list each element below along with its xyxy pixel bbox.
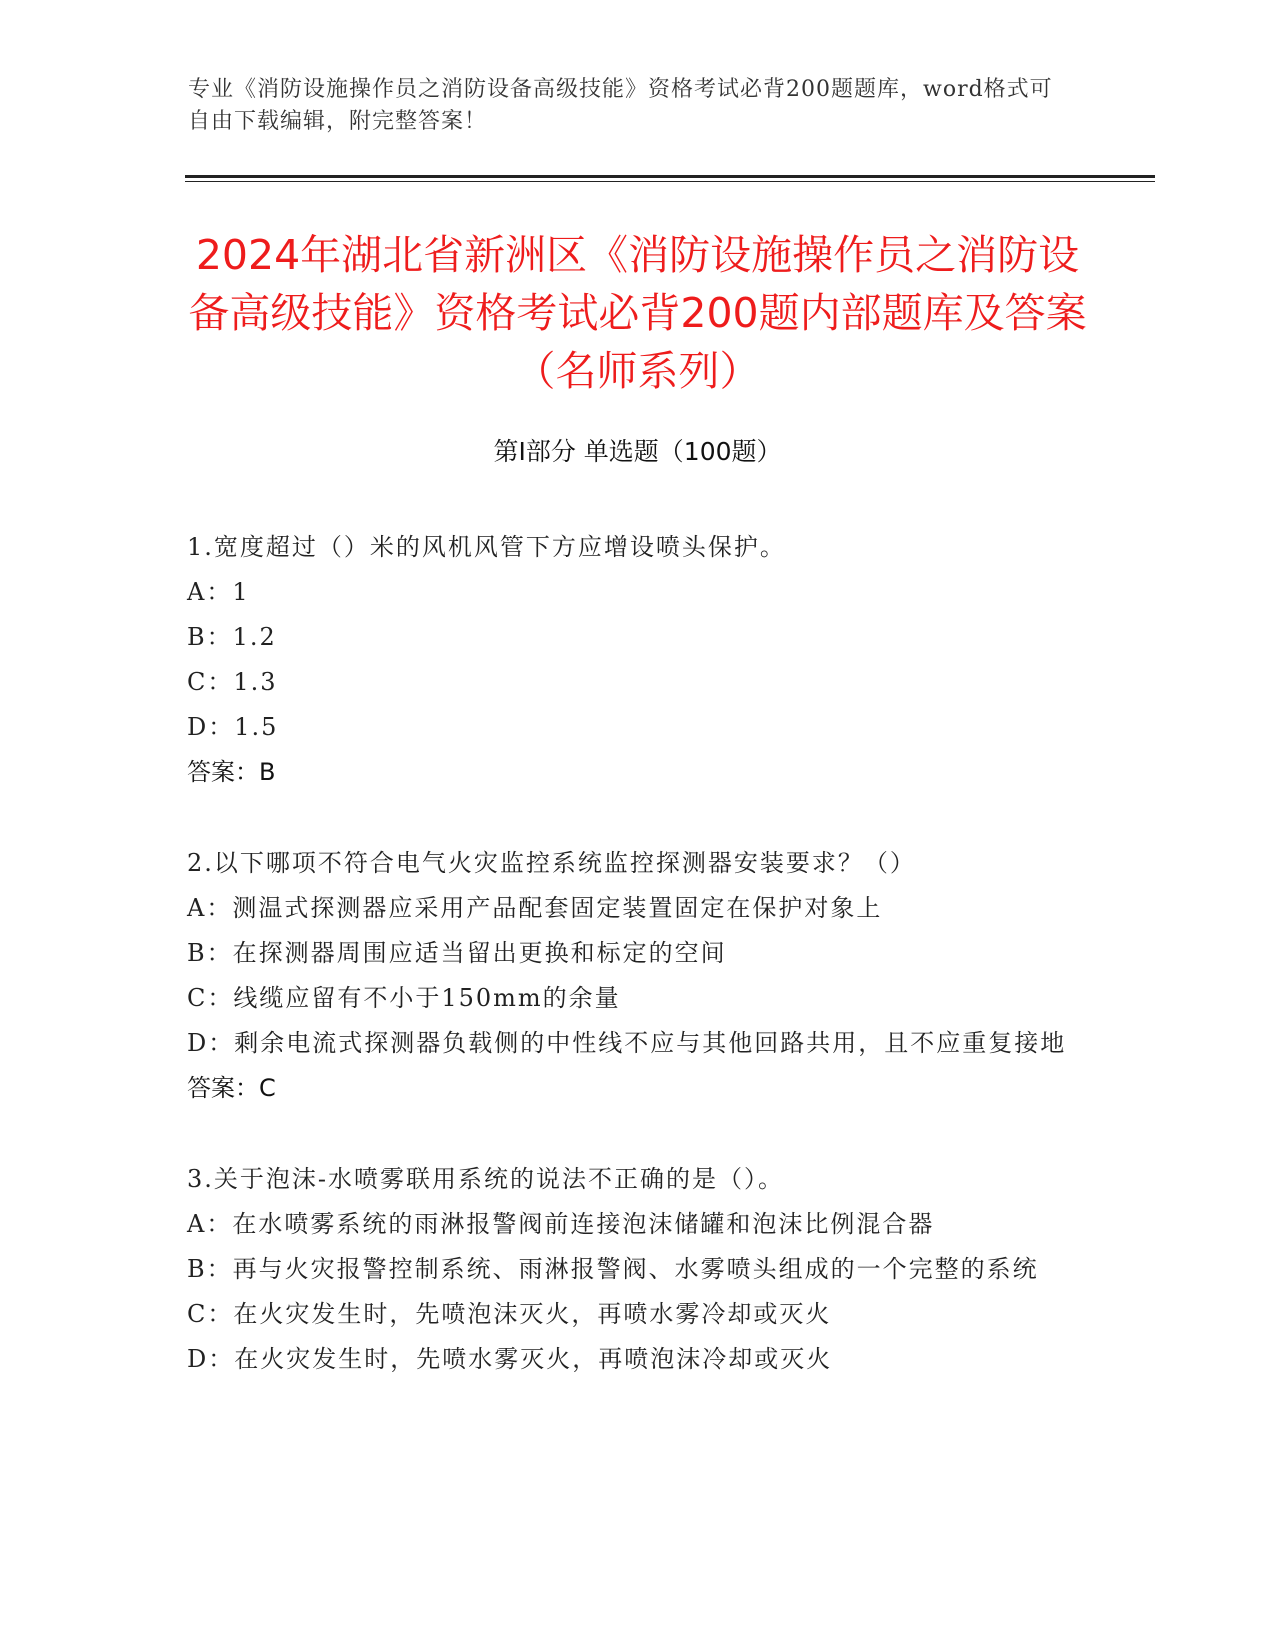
option-d: D：1.5 (187, 713, 279, 741)
header-rule-thin (185, 181, 1155, 182)
question-2 (187, 841, 1077, 1111)
section-heading: 第I部分 单选题（100题） (493, 437, 782, 466)
option-b: B：在探测器周围应适当留出更换和标定的空间 (187, 939, 727, 967)
question-1 (187, 525, 1077, 795)
answer-text: 答案：B (187, 758, 276, 786)
document-title: 2024年湖北省新洲区《消防设施操作员之消防设备高级技能》资格考试必背200题内部题库及答案（名师系列） (188, 231, 1087, 395)
option-a: A：1 (187, 578, 250, 606)
option-a: A：测温式探测器应采用产品配套固定装置固定在保护对象上 (187, 894, 883, 922)
option-c: C：线缆应留有不小于150mm的余量 (187, 984, 621, 1012)
option-b: B：再与火灾报警控制系统、雨淋报警阀、水雾喷头组成的一个完整的系统 (187, 1255, 1039, 1283)
answer-text: 答案：C (187, 1074, 276, 1102)
option-d: D：在火灾发生时，先喷水雾灭火，再喷泡沫冷却或灭火 (187, 1345, 833, 1373)
question-stem: 1.宽度超过（）米的风机风管下方应增设喷头保护。 (187, 533, 786, 561)
option-c: C：1.3 (187, 668, 278, 696)
question-stem: 3.关于泡沫-水喷雾联用系统的说法不正确的是（）。 (187, 1165, 785, 1193)
header-rule-thick (185, 175, 1155, 178)
question-stem: 2.以下哪项不符合电气火灾监控系统监控探测器安装要求？（） (187, 849, 916, 877)
option-b: B：1.2 (187, 623, 277, 651)
option-a: A：在水喷雾系统的雨淋报警阀前连接泡沫储罐和泡沫比例混合器 (187, 1210, 935, 1238)
question-3 (187, 1157, 1077, 1382)
option-d: D：剩余电流式探测器负载侧的中性线不应与其他回路共用，且不应重复接地 (187, 1029, 1067, 1057)
option-c: C：在火灾发生时，先喷泡沫灭火，再喷水雾冷却或灭火 (187, 1300, 832, 1328)
question-list (187, 525, 1077, 1428)
header-note: 专业《消防设施操作员之消防设备高级技能》资格考试必背200题题库，word格式可自由下载编辑，附完整答案！ (188, 77, 1053, 134)
